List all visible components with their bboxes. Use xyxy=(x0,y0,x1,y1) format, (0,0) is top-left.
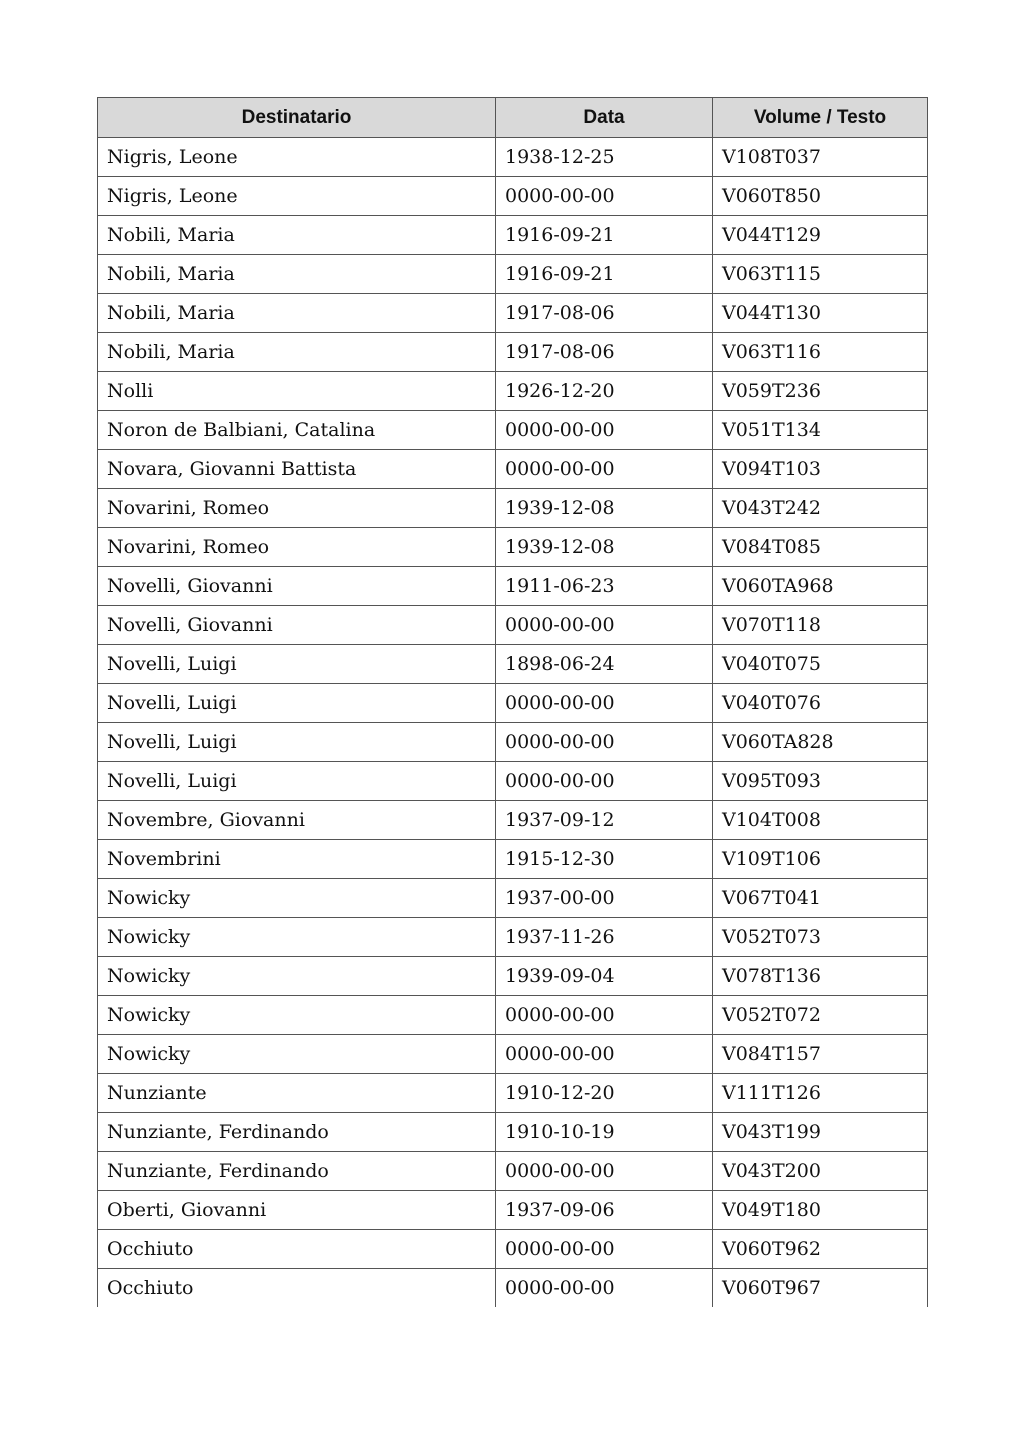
table-row xyxy=(98,333,928,372)
cell-data: 1911-06-23 xyxy=(496,567,713,606)
cell-destinatario: Nowicky xyxy=(98,879,496,918)
table-row xyxy=(98,684,928,723)
cell-destinatario: Nowicky xyxy=(98,957,496,996)
cell-volume-testo: V094T103 xyxy=(713,450,928,489)
table-row xyxy=(98,372,928,411)
cell-volume-testo: V052T072 xyxy=(713,996,928,1035)
table-row xyxy=(98,918,928,957)
table-row xyxy=(98,840,928,879)
table-row xyxy=(98,1113,928,1152)
cell-data: 1910-12-20 xyxy=(496,1074,713,1113)
table-row xyxy=(98,1074,928,1113)
cell-data: 1938-12-25 xyxy=(496,138,713,177)
cell-volume-testo: V040T075 xyxy=(713,645,928,684)
cell-destinatario: Novembrini xyxy=(98,840,496,879)
cell-destinatario: Nolli xyxy=(98,372,496,411)
table-row xyxy=(98,1035,928,1074)
cell-volume-testo: V060TA828 xyxy=(713,723,928,762)
cell-destinatario: Nigris, Leone xyxy=(98,138,496,177)
table-row xyxy=(98,450,928,489)
cell-destinatario: Nowicky xyxy=(98,1035,496,1074)
cell-data: 1917-08-06 xyxy=(496,294,713,333)
cell-data: 1937-09-12 xyxy=(496,801,713,840)
table-row xyxy=(98,294,928,333)
cell-volume-testo: V043T242 xyxy=(713,489,928,528)
cell-volume-testo: V084T157 xyxy=(713,1035,928,1074)
cell-volume-testo: V095T093 xyxy=(713,762,928,801)
cell-data: 1898-06-24 xyxy=(496,645,713,684)
table-row xyxy=(98,1191,928,1230)
header-destinatario: Destinatario xyxy=(98,98,496,138)
cell-destinatario: Nunziante, Ferdinando xyxy=(98,1152,496,1191)
cell-volume-testo: V044T130 xyxy=(713,294,928,333)
table-row xyxy=(98,723,928,762)
cell-destinatario: Nobili, Maria xyxy=(98,294,496,333)
header-row xyxy=(98,98,928,138)
cell-destinatario: Nowicky xyxy=(98,918,496,957)
cell-data: 1915-12-30 xyxy=(496,840,713,879)
cell-volume-testo: V104T008 xyxy=(713,801,928,840)
cell-data: 0000-00-00 xyxy=(496,1035,713,1074)
cell-destinatario: Occhiuto xyxy=(98,1269,496,1308)
cell-volume-testo: V040T076 xyxy=(713,684,928,723)
cell-volume-testo: V059T236 xyxy=(713,372,928,411)
table-row xyxy=(98,528,928,567)
cell-destinatario: Novembre, Giovanni xyxy=(98,801,496,840)
cell-destinatario: Nobili, Maria xyxy=(98,333,496,372)
table-header xyxy=(98,98,928,138)
cell-data: 0000-00-00 xyxy=(496,606,713,645)
cell-volume-testo: V060T962 xyxy=(713,1230,928,1269)
cell-volume-testo: V060T850 xyxy=(713,177,928,216)
header-data: Data xyxy=(496,98,713,138)
cell-volume-testo: V052T073 xyxy=(713,918,928,957)
cell-destinatario: Novelli, Luigi xyxy=(98,645,496,684)
cell-data: 1937-00-00 xyxy=(496,879,713,918)
cell-volume-testo: V067T041 xyxy=(713,879,928,918)
table-row xyxy=(98,177,928,216)
cell-data: 1937-09-06 xyxy=(496,1191,713,1230)
cell-destinatario: Novelli, Luigi xyxy=(98,723,496,762)
cell-data: 0000-00-00 xyxy=(496,411,713,450)
cell-volume-testo: V108T037 xyxy=(713,138,928,177)
header-volume-testo: Volume / Testo xyxy=(713,98,928,138)
table-row xyxy=(98,138,928,177)
cell-data: 0000-00-00 xyxy=(496,723,713,762)
table-row xyxy=(98,645,928,684)
cell-volume-testo: V043T200 xyxy=(713,1152,928,1191)
cell-volume-testo: V063T116 xyxy=(713,333,928,372)
cell-destinatario: Nowicky xyxy=(98,996,496,1035)
cell-volume-testo: V044T129 xyxy=(713,216,928,255)
cell-destinatario: Novelli, Luigi xyxy=(98,684,496,723)
table-row xyxy=(98,1152,928,1191)
cell-data: 0000-00-00 xyxy=(496,996,713,1035)
cell-volume-testo: V060T967 xyxy=(713,1269,928,1308)
table-row xyxy=(98,606,928,645)
cell-destinatario: Novelli, Luigi xyxy=(98,762,496,801)
cell-data: 0000-00-00 xyxy=(496,450,713,489)
cell-destinatario: Novarini, Romeo xyxy=(98,489,496,528)
cell-destinatario: Novarini, Romeo xyxy=(98,528,496,567)
table-row xyxy=(98,801,928,840)
recipients-table xyxy=(97,97,928,1307)
table-row xyxy=(98,1269,928,1308)
cell-data: 1926-12-20 xyxy=(496,372,713,411)
cell-volume-testo: V111T126 xyxy=(713,1074,928,1113)
cell-data: 0000-00-00 xyxy=(496,1269,713,1308)
table-row xyxy=(98,567,928,606)
cell-volume-testo: V060TA968 xyxy=(713,567,928,606)
cell-destinatario: Nigris, Leone xyxy=(98,177,496,216)
cell-data: 1939-09-04 xyxy=(496,957,713,996)
cell-volume-testo: V063T115 xyxy=(713,255,928,294)
cell-destinatario: Nobili, Maria xyxy=(98,255,496,294)
table-row xyxy=(98,762,928,801)
cell-destinatario: Novelli, Giovanni xyxy=(98,606,496,645)
cell-data: 1916-09-21 xyxy=(496,216,713,255)
cell-destinatario: Nunziante xyxy=(98,1074,496,1113)
table-body xyxy=(98,138,928,1308)
table-row xyxy=(98,957,928,996)
cell-volume-testo: V043T199 xyxy=(713,1113,928,1152)
table-row xyxy=(98,879,928,918)
cell-volume-testo: V070T118 xyxy=(713,606,928,645)
cell-destinatario: Novelli, Giovanni xyxy=(98,567,496,606)
cell-destinatario: Occhiuto xyxy=(98,1230,496,1269)
cell-data: 0000-00-00 xyxy=(496,684,713,723)
cell-data: 0000-00-00 xyxy=(496,1152,713,1191)
cell-data: 1937-11-26 xyxy=(496,918,713,957)
table-row xyxy=(98,1230,928,1269)
cell-destinatario: Nunziante, Ferdinando xyxy=(98,1113,496,1152)
cell-volume-testo: V051T134 xyxy=(713,411,928,450)
cell-data: 0000-00-00 xyxy=(496,1230,713,1269)
cell-data: 1939-12-08 xyxy=(496,528,713,567)
cell-volume-testo: V084T085 xyxy=(713,528,928,567)
cell-data: 1916-09-21 xyxy=(496,255,713,294)
cell-volume-testo: V078T136 xyxy=(713,957,928,996)
table-row xyxy=(98,996,928,1035)
cell-volume-testo: V049T180 xyxy=(713,1191,928,1230)
cell-destinatario: Noron de Balbiani, Catalina xyxy=(98,411,496,450)
table-row xyxy=(98,255,928,294)
table-row xyxy=(98,216,928,255)
cell-destinatario: Novara, Giovanni Battista xyxy=(98,450,496,489)
cell-data: 1917-08-06 xyxy=(496,333,713,372)
cell-data: 1910-10-19 xyxy=(496,1113,713,1152)
cell-data: 0000-00-00 xyxy=(496,762,713,801)
cell-volume-testo: V109T106 xyxy=(713,840,928,879)
table-row xyxy=(98,489,928,528)
cell-destinatario: Nobili, Maria xyxy=(98,216,496,255)
cell-destinatario: Oberti, Giovanni xyxy=(98,1191,496,1230)
cell-data: 1939-12-08 xyxy=(496,489,713,528)
cell-data: 0000-00-00 xyxy=(496,177,713,216)
table-row xyxy=(98,411,928,450)
